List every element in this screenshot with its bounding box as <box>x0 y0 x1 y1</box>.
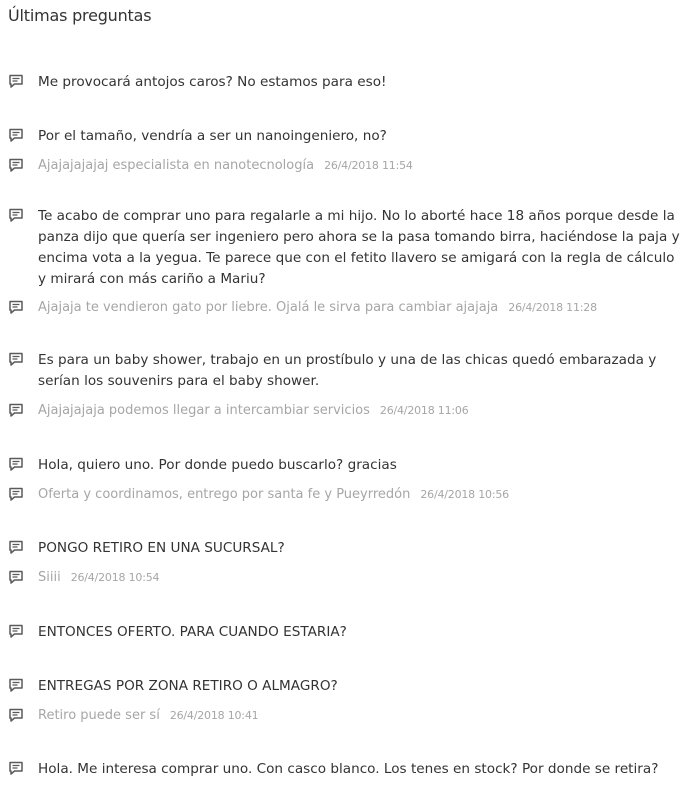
question-text: Por el tamaño, vendría a ser un nanoingeniero, no? <box>38 128 387 144</box>
chat-bubble-icon <box>8 127 24 143</box>
answer-date: 26/4/2018 10:54 <box>70 571 160 584</box>
answer-text: Oferta y coordinamos, entrego por santa fe y Pueyrredón <box>38 487 411 502</box>
question-text: ENTREGAS POR ZONA RETIRO O ALMAGRO? <box>38 678 338 694</box>
question-item <box>8 455 684 476</box>
chat-bubble-icon <box>8 402 24 418</box>
answer-date: 26/4/2018 11:28 <box>508 301 597 314</box>
question-item <box>8 759 684 780</box>
question-item <box>8 206 684 290</box>
answer-item <box>8 156 684 176</box>
question-item <box>8 350 684 392</box>
answer-date: 26/4/2018 10:41 <box>169 709 259 722</box>
chat-bubble-icon <box>8 677 24 693</box>
question-item <box>8 538 684 559</box>
answer-item <box>8 568 684 588</box>
answer-date: 26/4/2018 11:54 <box>324 159 413 172</box>
chat-bubble-icon <box>8 157 24 173</box>
answer-text: Ajajajajajaj especialista en nanotecnología <box>38 158 315 173</box>
chat-bubble-icon <box>8 569 24 585</box>
answer-text: Siiii <box>38 570 61 585</box>
chat-bubble-icon <box>8 623 24 639</box>
question-text: Es para un baby shower, trabajo en un prostíbulo y una de las chicas quedó embarazada y serían los souvenirs para el baby shower. <box>38 352 657 389</box>
answer-item <box>8 401 684 421</box>
question-text: ENTONCES OFERTO. PARA CUANDO ESTARIA? <box>38 624 347 640</box>
answer-date: 26/4/2018 10:56 <box>420 488 509 501</box>
answer-text: Ajajajajaja podemos llegar a intercambiar servicios <box>38 403 370 418</box>
chat-bubble-icon <box>8 299 24 315</box>
answer-date: 26/4/2018 11:06 <box>379 404 469 417</box>
answer-item <box>8 706 684 726</box>
question-text: PONGO RETIRO EN UNA SUCURSAL? <box>38 540 285 556</box>
chat-bubble-icon <box>8 207 24 223</box>
chat-bubble-icon <box>8 73 24 89</box>
question-item <box>8 622 684 643</box>
chat-bubble-icon <box>8 760 24 776</box>
chat-bubble-icon <box>8 539 24 555</box>
chat-bubble-icon <box>8 707 24 723</box>
chat-bubble-icon <box>8 486 24 502</box>
question-item <box>8 72 684 93</box>
chat-bubble-icon <box>8 456 24 472</box>
question-text: Hola, quiero uno. Por donde puedo buscarlo? gracias <box>38 457 397 473</box>
answer-text: Ajajaja te vendieron gato por liebre. Ojalá le sirva para cambiar ajajaja <box>38 300 499 315</box>
question-text: Me provocará antojos caros? No estamos para eso! <box>38 74 387 90</box>
answer-text: Retiro puede ser sí <box>38 708 160 723</box>
answer-item <box>8 298 684 318</box>
question-item <box>8 676 684 697</box>
question-text: Hola. Me interesa comprar uno. Con casco blanco. Los tenes en stock? Por donde se retira? <box>38 761 659 777</box>
chat-bubble-icon <box>8 351 24 367</box>
page-title: Últimas preguntas <box>8 6 152 25</box>
question-text: Te acabo de comprar uno para regalarle a mi hijo. No lo aborté hace 18 años porque desde la panza dijo que quería ser ingeniero pero ahora se la pasa tomando birra, haciéndose la paja y encima vota a la yegua. Te parece que con el fetito llavero se amigará con la regla de cálculo y mirará con más cariño a Mariu? <box>38 208 680 287</box>
answer-item <box>8 485 684 505</box>
question-item <box>8 126 684 147</box>
